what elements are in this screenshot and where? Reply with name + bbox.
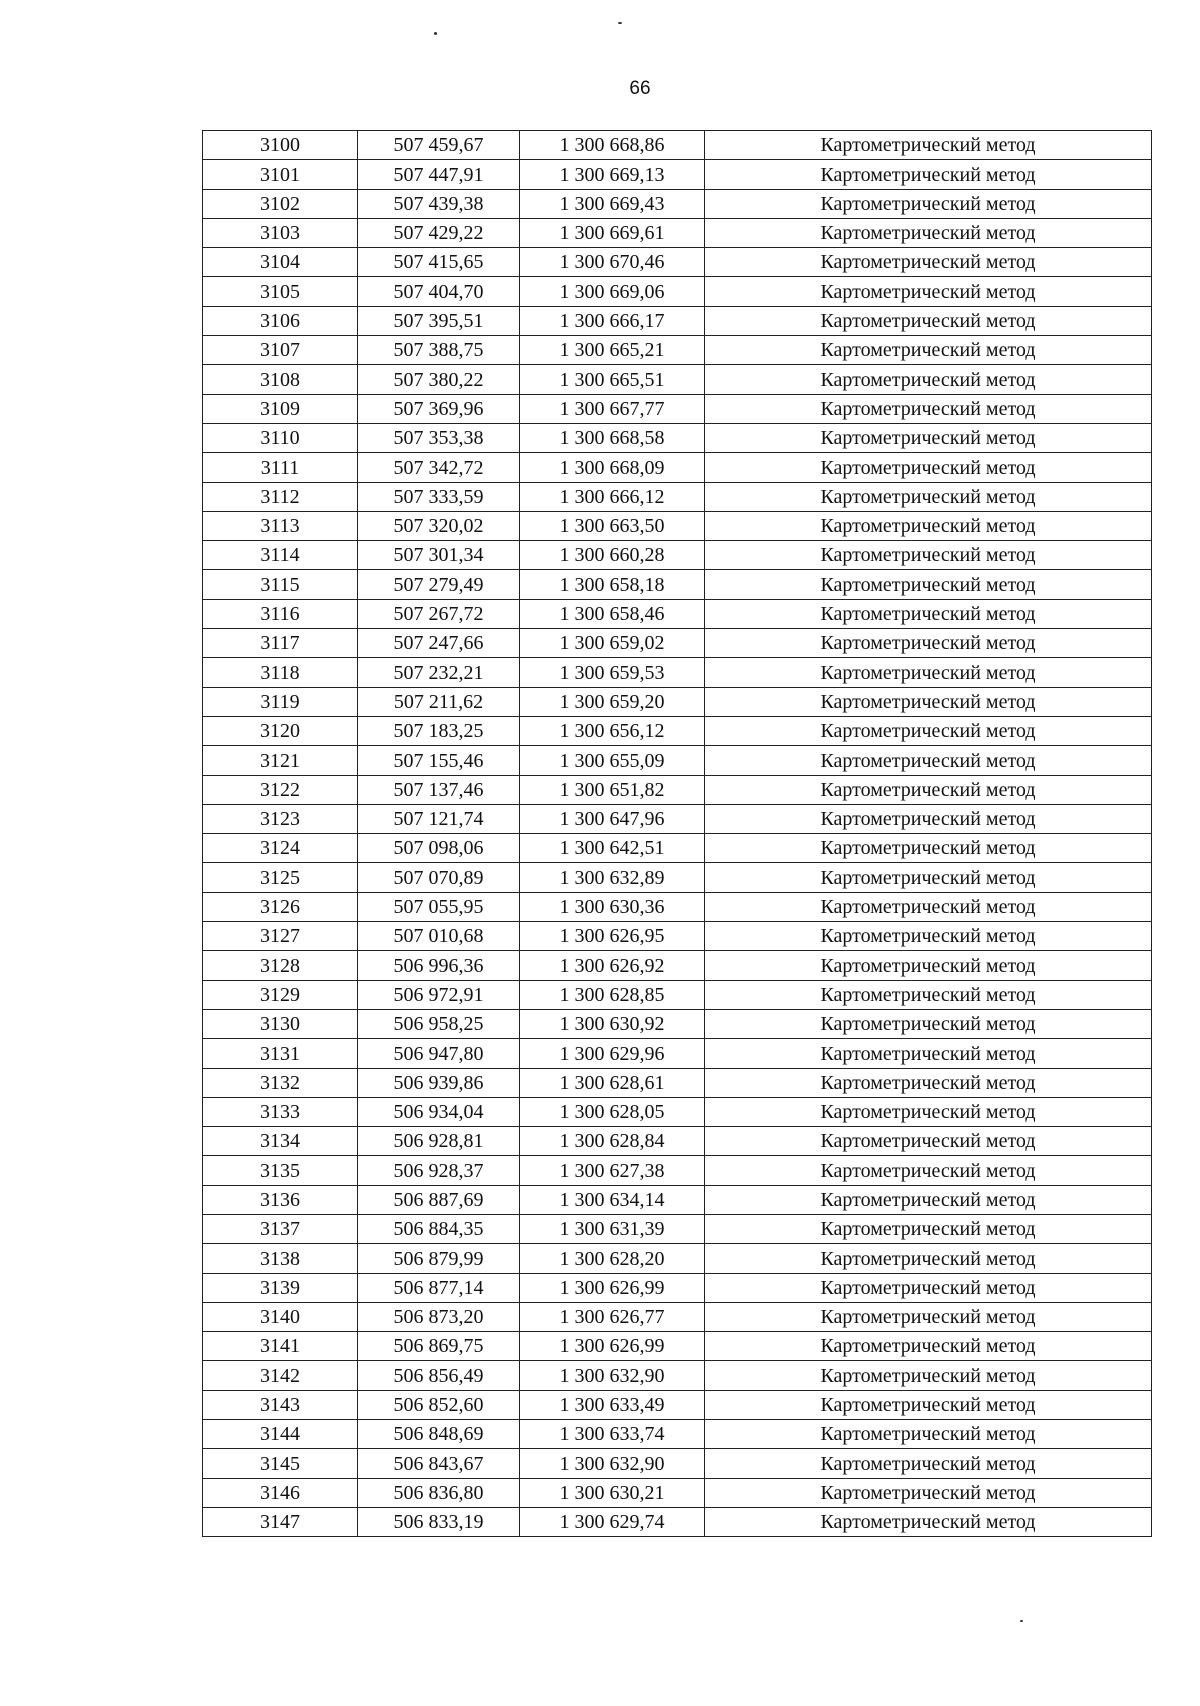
y-coordinate-cell: 1 300 630,92: [520, 1009, 705, 1038]
method-cell: Картометрический метод: [705, 629, 1152, 658]
method-cell: Картометрический метод: [705, 131, 1152, 160]
table-row: [203, 1039, 1152, 1068]
method-cell: Картометрический метод: [705, 1273, 1152, 1302]
x-coordinate-cell: 506 848,69: [358, 1420, 520, 1449]
table-row: [203, 599, 1152, 628]
method-cell: Картометрический метод: [705, 1039, 1152, 1068]
point-number-cell: 3144: [203, 1420, 358, 1449]
method-cell: Картометрический метод: [705, 746, 1152, 775]
point-number-cell: 3122: [203, 775, 358, 804]
x-coordinate-cell: 507 247,66: [358, 629, 520, 658]
table-row: [203, 394, 1152, 423]
y-coordinate-cell: 1 300 667,77: [520, 394, 705, 423]
point-number-cell: 3109: [203, 394, 358, 423]
x-coordinate-cell: 506 939,86: [358, 1068, 520, 1097]
table-row: [203, 834, 1152, 863]
x-coordinate-cell: 507 232,21: [358, 658, 520, 687]
x-coordinate-cell: 506 972,91: [358, 980, 520, 1009]
table-row: [203, 1332, 1152, 1361]
table-row: [203, 189, 1152, 218]
method-cell: Картометрический метод: [705, 716, 1152, 745]
point-number-cell: 3145: [203, 1449, 358, 1478]
y-coordinate-cell: 1 300 665,51: [520, 365, 705, 394]
method-cell: Картометрический метод: [705, 365, 1152, 394]
y-coordinate-cell: 1 300 665,21: [520, 336, 705, 365]
method-cell: Картометрический метод: [705, 599, 1152, 628]
y-coordinate-cell: 1 300 669,13: [520, 160, 705, 189]
table-row: [203, 1390, 1152, 1419]
y-coordinate-cell: 1 300 663,50: [520, 511, 705, 540]
table-row: [203, 863, 1152, 892]
point-number-cell: 3106: [203, 306, 358, 335]
method-cell: Картометрический метод: [705, 160, 1152, 189]
x-coordinate-cell: 506 852,60: [358, 1390, 520, 1419]
table-row: [203, 951, 1152, 980]
y-coordinate-cell: 1 300 633,74: [520, 1420, 705, 1449]
method-cell: Картометрический метод: [705, 1449, 1152, 1478]
point-number-cell: 3142: [203, 1361, 358, 1390]
method-cell: Картометрический метод: [705, 1097, 1152, 1126]
coordinates-table: [202, 130, 1152, 1537]
point-number-cell: 3124: [203, 834, 358, 863]
y-coordinate-cell: 1 300 632,89: [520, 863, 705, 892]
point-number-cell: 3105: [203, 277, 358, 306]
x-coordinate-cell: 507 267,72: [358, 599, 520, 628]
x-coordinate-cell: 507 098,06: [358, 834, 520, 863]
table-row: [203, 336, 1152, 365]
y-coordinate-cell: 1 300 647,96: [520, 804, 705, 833]
method-cell: Картометрический метод: [705, 541, 1152, 570]
table-row: [203, 716, 1152, 745]
table-row: [203, 1185, 1152, 1214]
y-coordinate-cell: 1 300 626,92: [520, 951, 705, 980]
scan-speck: [618, 22, 622, 24]
table-row: [203, 658, 1152, 687]
x-coordinate-cell: 507 320,02: [358, 511, 520, 540]
method-cell: Картометрический метод: [705, 804, 1152, 833]
point-number-cell: 3119: [203, 687, 358, 716]
table-row: [203, 775, 1152, 804]
point-number-cell: 3102: [203, 189, 358, 218]
method-cell: Картометрический метод: [705, 1009, 1152, 1038]
point-number-cell: 3147: [203, 1507, 358, 1536]
method-cell: Картометрический метод: [705, 1390, 1152, 1419]
y-coordinate-cell: 1 300 628,61: [520, 1068, 705, 1097]
table-row: [203, 892, 1152, 921]
scan-speck: [1020, 1620, 1023, 1622]
y-coordinate-cell: 1 300 634,14: [520, 1185, 705, 1214]
table-row: [203, 248, 1152, 277]
method-cell: Картометрический метод: [705, 1244, 1152, 1273]
x-coordinate-cell: 507 301,34: [358, 541, 520, 570]
method-cell: Картометрический метод: [705, 1361, 1152, 1390]
table-row: [203, 804, 1152, 833]
y-coordinate-cell: 1 300 628,20: [520, 1244, 705, 1273]
method-cell: Картометрический метод: [705, 951, 1152, 980]
method-cell: Картометрический метод: [705, 218, 1152, 247]
method-cell: Картометрический метод: [705, 277, 1152, 306]
y-coordinate-cell: 1 300 630,21: [520, 1478, 705, 1507]
x-coordinate-cell: 507 055,95: [358, 892, 520, 921]
table-row: [203, 1244, 1152, 1273]
y-coordinate-cell: 1 300 659,02: [520, 629, 705, 658]
x-coordinate-cell: 506 947,80: [358, 1039, 520, 1068]
method-cell: Картометрический метод: [705, 1507, 1152, 1536]
method-cell: Картометрический метод: [705, 1214, 1152, 1243]
x-coordinate-cell: 507 070,89: [358, 863, 520, 892]
x-coordinate-cell: 507 415,65: [358, 248, 520, 277]
x-coordinate-cell: 506 879,99: [358, 1244, 520, 1273]
point-number-cell: 3104: [203, 248, 358, 277]
y-coordinate-cell: 1 300 631,39: [520, 1214, 705, 1243]
table-row: [203, 629, 1152, 658]
y-coordinate-cell: 1 300 627,38: [520, 1156, 705, 1185]
table-row: [203, 1009, 1152, 1038]
table-row: [203, 980, 1152, 1009]
table-row: [203, 541, 1152, 570]
method-cell: Картометрический метод: [705, 1185, 1152, 1214]
y-coordinate-cell: 1 300 666,12: [520, 482, 705, 511]
table-row: [203, 1478, 1152, 1507]
point-number-cell: 3108: [203, 365, 358, 394]
x-coordinate-cell: 506 856,49: [358, 1361, 520, 1390]
point-number-cell: 3136: [203, 1185, 358, 1214]
method-cell: Картометрический метод: [705, 834, 1152, 863]
x-coordinate-cell: 507 121,74: [358, 804, 520, 833]
x-coordinate-cell: 507 395,51: [358, 306, 520, 335]
x-coordinate-cell: 506 843,67: [358, 1449, 520, 1478]
table-row: [203, 1097, 1152, 1126]
table-row: [203, 1507, 1152, 1536]
point-number-cell: 3118: [203, 658, 358, 687]
x-coordinate-cell: 507 211,62: [358, 687, 520, 716]
table-row: [203, 1420, 1152, 1449]
point-number-cell: 3137: [203, 1214, 358, 1243]
y-coordinate-cell: 1 300 666,17: [520, 306, 705, 335]
method-cell: Картометрический метод: [705, 511, 1152, 540]
table-row: [203, 1068, 1152, 1097]
scan-speck: [434, 32, 437, 35]
point-number-cell: 3117: [203, 629, 358, 658]
table-row: [203, 306, 1152, 335]
point-number-cell: 3128: [203, 951, 358, 980]
x-coordinate-cell: 507 137,46: [358, 775, 520, 804]
point-number-cell: 3127: [203, 922, 358, 951]
method-cell: Картометрический метод: [705, 1127, 1152, 1156]
point-number-cell: 3116: [203, 599, 358, 628]
table-row: [203, 482, 1152, 511]
table-row: [203, 1127, 1152, 1156]
page-number: 66: [629, 78, 651, 99]
table-row: [203, 1449, 1152, 1478]
table-row: [203, 1302, 1152, 1331]
y-coordinate-cell: 1 300 658,18: [520, 570, 705, 599]
y-coordinate-cell: 1 300 642,51: [520, 834, 705, 863]
point-number-cell: 3115: [203, 570, 358, 599]
x-coordinate-cell: 507 447,91: [358, 160, 520, 189]
y-coordinate-cell: 1 300 628,84: [520, 1127, 705, 1156]
x-coordinate-cell: 507 429,22: [358, 218, 520, 247]
point-number-cell: 3146: [203, 1478, 358, 1507]
method-cell: Картометрический метод: [705, 248, 1152, 277]
x-coordinate-cell: 506 928,81: [358, 1127, 520, 1156]
method-cell: Картометрический метод: [705, 922, 1152, 951]
method-cell: Картометрический метод: [705, 1068, 1152, 1097]
method-cell: Картометрический метод: [705, 482, 1152, 511]
table-row: [203, 131, 1152, 160]
table-row: [203, 1156, 1152, 1185]
point-number-cell: 3101: [203, 160, 358, 189]
y-coordinate-cell: 1 300 668,86: [520, 131, 705, 160]
point-number-cell: 3111: [203, 453, 358, 482]
y-coordinate-cell: 1 300 656,12: [520, 716, 705, 745]
point-number-cell: 3112: [203, 482, 358, 511]
method-cell: Картометрический метод: [705, 189, 1152, 218]
y-coordinate-cell: 1 300 628,05: [520, 1097, 705, 1126]
y-coordinate-cell: 1 300 655,09: [520, 746, 705, 775]
y-coordinate-cell: 1 300 633,49: [520, 1390, 705, 1419]
x-coordinate-cell: 507 380,22: [358, 365, 520, 394]
method-cell: Картометрический метод: [705, 306, 1152, 335]
x-coordinate-cell: 507 333,59: [358, 482, 520, 511]
point-number-cell: 3130: [203, 1009, 358, 1038]
x-coordinate-cell: 506 833,19: [358, 1507, 520, 1536]
y-coordinate-cell: 1 300 626,99: [520, 1273, 705, 1302]
x-coordinate-cell: 507 279,49: [358, 570, 520, 599]
x-coordinate-cell: 506 836,80: [358, 1478, 520, 1507]
method-cell: Картометрический метод: [705, 863, 1152, 892]
method-cell: Картометрический метод: [705, 775, 1152, 804]
method-cell: Картометрический метод: [705, 453, 1152, 482]
x-coordinate-cell: 506 877,14: [358, 1273, 520, 1302]
y-coordinate-cell: 1 300 651,82: [520, 775, 705, 804]
y-coordinate-cell: 1 300 669,61: [520, 218, 705, 247]
point-number-cell: 3123: [203, 804, 358, 833]
y-coordinate-cell: 1 300 626,77: [520, 1302, 705, 1331]
method-cell: Картометрический метод: [705, 1156, 1152, 1185]
method-cell: Картометрический метод: [705, 658, 1152, 687]
method-cell: Картометрический метод: [705, 570, 1152, 599]
table-body: [203, 131, 1152, 1537]
method-cell: Картометрический метод: [705, 1420, 1152, 1449]
table-row: [203, 922, 1152, 951]
x-coordinate-cell: 507 183,25: [358, 716, 520, 745]
x-coordinate-cell: 507 459,67: [358, 131, 520, 160]
y-coordinate-cell: 1 300 632,90: [520, 1361, 705, 1390]
y-coordinate-cell: 1 300 668,09: [520, 453, 705, 482]
point-number-cell: 3138: [203, 1244, 358, 1273]
x-coordinate-cell: 507 353,38: [358, 423, 520, 452]
x-coordinate-cell: 506 873,20: [358, 1302, 520, 1331]
x-coordinate-cell: 507 010,68: [358, 922, 520, 951]
y-coordinate-cell: 1 300 658,46: [520, 599, 705, 628]
method-cell: Картометрический метод: [705, 687, 1152, 716]
y-coordinate-cell: 1 300 659,53: [520, 658, 705, 687]
x-coordinate-cell: 506 869,75: [358, 1332, 520, 1361]
y-coordinate-cell: 1 300 670,46: [520, 248, 705, 277]
table-row: [203, 1214, 1152, 1243]
point-number-cell: 3113: [203, 511, 358, 540]
y-coordinate-cell: 1 300 669,06: [520, 277, 705, 306]
point-number-cell: 3107: [203, 336, 358, 365]
table-row: [203, 746, 1152, 775]
point-number-cell: 3100: [203, 131, 358, 160]
point-number-cell: 3129: [203, 980, 358, 1009]
x-coordinate-cell: 507 439,38: [358, 189, 520, 218]
method-cell: Картометрический метод: [705, 980, 1152, 1009]
method-cell: Картометрический метод: [705, 423, 1152, 452]
x-coordinate-cell: 507 388,75: [358, 336, 520, 365]
y-coordinate-cell: 1 300 632,90: [520, 1449, 705, 1478]
table-row: [203, 423, 1152, 452]
table-row: [203, 511, 1152, 540]
method-cell: Картометрический метод: [705, 394, 1152, 423]
y-coordinate-cell: 1 300 628,85: [520, 980, 705, 1009]
x-coordinate-cell: 506 996,36: [358, 951, 520, 980]
y-coordinate-cell: 1 300 626,99: [520, 1332, 705, 1361]
method-cell: Картометрический метод: [705, 1478, 1152, 1507]
point-number-cell: 3114: [203, 541, 358, 570]
x-coordinate-cell: 506 928,37: [358, 1156, 520, 1185]
table-row: [203, 570, 1152, 599]
table-row: [203, 365, 1152, 394]
y-coordinate-cell: 1 300 630,36: [520, 892, 705, 921]
y-coordinate-cell: 1 300 669,43: [520, 189, 705, 218]
point-number-cell: 3121: [203, 746, 358, 775]
x-coordinate-cell: 507 342,72: [358, 453, 520, 482]
method-cell: Картометрический метод: [705, 892, 1152, 921]
table-row: [203, 1361, 1152, 1390]
point-number-cell: 3140: [203, 1302, 358, 1331]
point-number-cell: 3143: [203, 1390, 358, 1419]
x-coordinate-cell: 507 369,96: [358, 394, 520, 423]
method-cell: Картометрический метод: [705, 1332, 1152, 1361]
y-coordinate-cell: 1 300 660,28: [520, 541, 705, 570]
point-number-cell: 3132: [203, 1068, 358, 1097]
y-coordinate-cell: 1 300 626,95: [520, 922, 705, 951]
point-number-cell: 3120: [203, 716, 358, 745]
table-row: [203, 160, 1152, 189]
x-coordinate-cell: 507 155,46: [358, 746, 520, 775]
point-number-cell: 3135: [203, 1156, 358, 1185]
point-number-cell: 3131: [203, 1039, 358, 1068]
table-row: [203, 277, 1152, 306]
y-coordinate-cell: 1 300 629,96: [520, 1039, 705, 1068]
table-row: [203, 453, 1152, 482]
point-number-cell: 3141: [203, 1332, 358, 1361]
method-cell: Картометрический метод: [705, 1302, 1152, 1331]
table-row: [203, 687, 1152, 716]
point-number-cell: 3103: [203, 218, 358, 247]
point-number-cell: 3134: [203, 1127, 358, 1156]
y-coordinate-cell: 1 300 629,74: [520, 1507, 705, 1536]
table-row: [203, 218, 1152, 247]
x-coordinate-cell: 506 934,04: [358, 1097, 520, 1126]
table-row: [203, 1273, 1152, 1302]
method-cell: Картометрический метод: [705, 336, 1152, 365]
x-coordinate-cell: 506 958,25: [358, 1009, 520, 1038]
point-number-cell: 3126: [203, 892, 358, 921]
x-coordinate-cell: 506 887,69: [358, 1185, 520, 1214]
point-number-cell: 3125: [203, 863, 358, 892]
x-coordinate-cell: 506 884,35: [358, 1214, 520, 1243]
x-coordinate-cell: 507 404,70: [358, 277, 520, 306]
y-coordinate-cell: 1 300 668,58: [520, 423, 705, 452]
y-coordinate-cell: 1 300 659,20: [520, 687, 705, 716]
point-number-cell: 3133: [203, 1097, 358, 1126]
point-number-cell: 3139: [203, 1273, 358, 1302]
point-number-cell: 3110: [203, 423, 358, 452]
